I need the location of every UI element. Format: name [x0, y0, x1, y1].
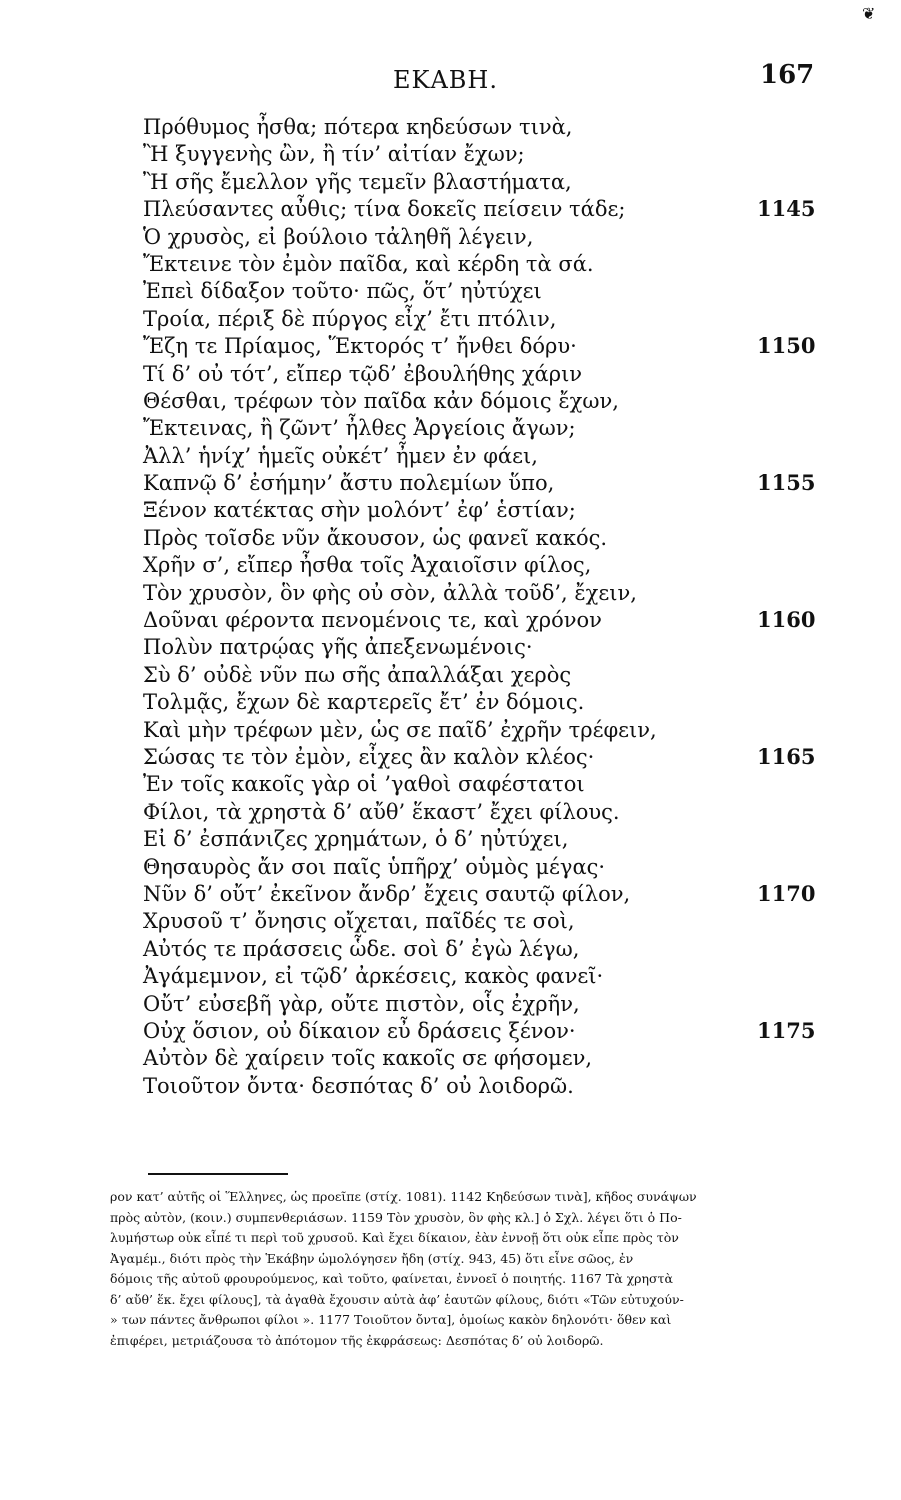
verse-line: Ἢ σῆς ἔμελλον γῆς τεμεῖν βλαστήματα,	[143, 169, 572, 194]
footnote-line: ἐπιφέρει, μετριάζουσα τὸ ἀπότομον τῆς ἐκφράσεως: Δεσπότας δ’ οὐ λοιδορῶ.	[110, 1332, 604, 1348]
footnotes	[110, 1187, 822, 1351]
verse-line: Σὺ δ’ οὐδὲ νῦν πω σῆς ἀπαλλάξαι χερὸς	[143, 662, 572, 687]
line-number-marker: 1150	[757, 333, 816, 359]
verse-line: Αὐτός τε πράσσεις ὧδε. σοὶ δ’ ἐγὼ λέγω,	[143, 936, 580, 961]
verse-line: Πολὺν πατρῴας γῆς ἀπεξενωμένοις·	[143, 635, 533, 660]
ink-mark: ❦	[862, 4, 876, 23]
verse-line: Ὁ χρυσὸς, εἰ βούλοιο τἀληθῆ λέγειν,	[143, 224, 534, 249]
footnote-line: » των πάντες ἄνθρωποι φίλοι ». 1177 Τοιοῦτον ὄντα], ὁμοίως κακὸν δηλονότι· ὅθεν καὶ	[110, 1312, 672, 1327]
footnote-divider	[148, 1173, 288, 1175]
footnote-line: λυμήστωρ οὐκ εἶπέ τι περὶ τοῦ χρυσοῦ. Καὶ ἔχει δίκαιον, ἐὰν ἐννοῇ ὅτι οὐκ εἶπε πρὸς τὸν	[110, 1230, 679, 1245]
verse-line: Ἐπεὶ δίδαξον τοῦτο· πῶς, ὅτ’ ηὐτύχει	[143, 279, 542, 304]
footnote-line: Ἀγαμέμ., διότι πρὸς τὴν Ἑκάβην ὡμολόγησεν ἤδη (στίχ. 943, 45) ὅτι εἶνε σῶος, ἐν	[110, 1250, 634, 1266]
verse-line: Ἀγάμεμνον, εἰ τῷδ’ ἀρκέσεις, κακὸς φανεῖ·	[143, 964, 604, 989]
verse-line: Τί δ’ οὐ τότ’, εἴπερ τῷδ’ ἐβουλήθης χάριν	[143, 361, 583, 386]
verse-line: Εἰ δ’ ἐσπάνιζες χρημάτων, ὁ δ’ ηὐτύχει,	[143, 827, 569, 852]
verse-line: Τροία, πέριξ δὲ πύργος εἶχ’ ἔτι πτόλιν,	[143, 306, 557, 331]
verse-line: Οὔτ’ εὐσεβῆ γὰρ, οὔτε πιστὸν, οἷς ἐχρῆν,	[143, 991, 580, 1016]
verse-line: Χρυσοῦ τ’ ὄνησις οἴχεται, παῖδές τε σοὶ,	[143, 909, 575, 934]
verse-line: Ἔκτεινε τὸν ἐμὸν παῖδα, καὶ κέρδη τὰ σά.	[143, 251, 594, 276]
verse-line: Ξένον κατέκτας σὴν μολόντ’ ἐφ’ ἑστίαν;	[143, 498, 576, 523]
verse-line: Πλεύσαντες αὖθις; τίνα δοκεῖς πείσειν τάδε;	[143, 197, 626, 222]
verse-line: Τολμᾷς, ἔχων δὲ καρτερεῖς ἔτ’ ἐν δόμοις.	[143, 690, 585, 715]
verse-line: Σώσας τε τὸν ἐμὸν, εἶχες ἂν καλὸν κλέος·	[143, 744, 595, 769]
verse-block	[143, 114, 763, 1100]
verse-line: Πρόθυμος ἦσθα; πότερα κηδεύσων τινὰ,	[143, 115, 573, 139]
running-head: ΕΚΑΒΗ.	[393, 66, 498, 94]
line-number-marker: 1145	[757, 196, 816, 222]
verse-line: Τοιοῦτον ὄντα· δεσπότας δ’ οὐ λοιδορῶ.	[143, 1073, 574, 1098]
verse-line: Ἔζη τε Πρίαμος, Ἕκτορός τ’ ἤνθει δόρυ·	[143, 334, 577, 359]
verse-line: Θησαυρὸς ἄν σοι παῖς ὑπῆρχ’ οὑμὸς μέγας·	[143, 854, 606, 879]
verse-line: Θέσθαι, τρέφων τὸν παῖδα κἀν δόμοις ἔχων,	[143, 388, 619, 413]
verse-line: Φίλοι, τὰ χρηστὰ δ’ αὔθ’ ἕκαστ’ ἔχει φίλους.	[143, 799, 620, 824]
verse-line: Ἔκτεινας, ἢ ζῶντ’ ἦλθες Ἀργείοις ἄγων;	[143, 416, 576, 441]
verse-line: Ἢ ξυγγενὴς ὢν, ἢ τίν’ αἰτίαν ἔχων;	[143, 142, 525, 167]
verse-line: Νῦν δ’ οὔτ’ ἐκεῖνον ἄνδρ’ ἔχεις σαυτῷ φίλον,	[143, 881, 631, 906]
line-number-marker: 1175	[757, 1018, 816, 1044]
line-number-marker: 1170	[757, 881, 816, 907]
footnote-line: ρον κατ’ αὐτῆς οἱ Ἕλληνες, ὡς προεῖπε (στίχ. 1081). 1142 Κηδεύσων τινὰ], κῆδος συνάψων	[110, 1189, 697, 1204]
verse-line: Τὸν χρυσὸν, ὃν φὴς οὐ σὸν, ἀλλὰ τοῦδ’, ἔχειν,	[143, 580, 637, 605]
line-number-marker: 1160	[757, 607, 816, 633]
verse-line: Καπνῷ δ’ ἐσήμην’ ἄστυ πολεμίων ὕπο,	[143, 471, 555, 496]
verse-line: Καὶ μὴν τρέφων μὲν, ὡς σε παῖδ’ ἐχρῆν τρέφειν,	[143, 717, 657, 742]
line-number-marker: 1165	[757, 744, 816, 770]
footnote-line: δόμοις τῆς αὐτοῦ φρουρούμενος, καὶ τοῦτο, φαίνεται, ἐννοεῖ ὁ ποιητής. 1167 Τὰ χρηστὰ	[110, 1271, 673, 1286]
footnote-line: δ’ αὔθ’ ἕκ. ἔχει φίλους], τὰ ἀγαθὰ ἔχουσιν αὐτὰ ἀφ’ ἑαυτῶν φίλους, διότι «Τῶν εὐτυχούν-	[110, 1291, 684, 1307]
page-number: 167	[760, 60, 815, 90]
verse-line: Ἀλλ’ ἡνίχ’ ἡμεῖς οὐκέτ’ ἦμεν ἐν φάει,	[143, 443, 538, 468]
verse-line: Ἐν τοῖς κακοῖς γὰρ οἱ ’γαθοὶ σαφέστατοι	[143, 772, 585, 797]
verse-line: Αὐτὸν δὲ χαίρειν τοῖς κακοῖς σε φήσομεν,	[143, 1046, 593, 1071]
verse-line: Χρῆν σ’, εἴπερ ἦσθα τοῖς Ἀχαιοῖσιν φίλος,	[143, 553, 592, 578]
verse-line: Πρὸς τοῖσδε νῦν ἄκουσον, ὡς φανεῖ κακός.	[143, 525, 608, 550]
verse-line: Οὐχ ὅσιον, οὐ δίκαιον εὖ δράσεις ξένον·	[143, 1018, 576, 1043]
footnote-line: πρὸς αὐτὸν, (κοιν.) συμπενθεριάσων. 1159 Τὸν χρυσὸν, ὃν φὴς κλ.] ὁ Σχλ. λέγει ὅτι ὁ Πο-	[110, 1209, 682, 1225]
line-number-marker: 1155	[757, 470, 816, 496]
verse-line: Δοῦναι φέροντα πενομένοις τε, καὶ χρόνον	[143, 608, 602, 633]
